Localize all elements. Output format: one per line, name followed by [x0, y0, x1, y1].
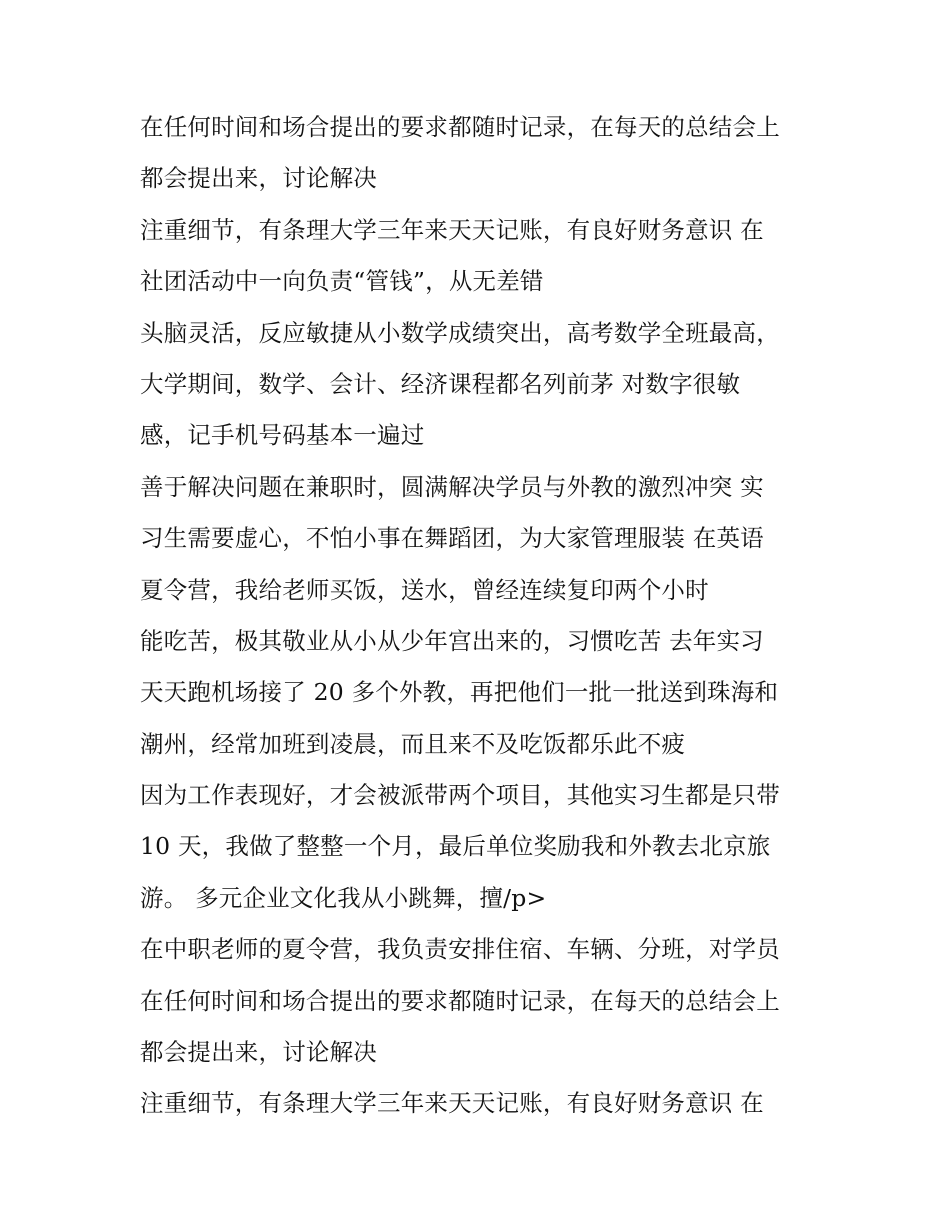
text-line-10: 夏令营，我给老师买饭，送水，曾经连续复印两个小时 [140, 575, 709, 604]
text-line-14: 因为工作表现好，才会被派带两个项目，其他实习生都是只带 [140, 781, 780, 810]
document-body [140, 108, 840, 1136]
text-line-2: 都会提出来，讨论解决 [140, 164, 377, 193]
text-line-6: 大学期间，数学、会计、经济课程都名列前茅 对数字很敏 [140, 369, 741, 398]
text-line-15: 10 天，我做了整整一个月，最后单位奖励我和外教去北京旅 [140, 832, 771, 861]
text-line-3: 注重细节，有条理大学三年来天天记账，有良好财务意识 在 [140, 215, 764, 244]
text-line-1: 在任何时间和场合提出的要求都随时记录，在每天的总结会上 [140, 113, 780, 141]
text-line-20: 注重细节，有条理大学三年来天天记账，有良好财务意识 在 [140, 1089, 764, 1118]
text-line-13: 潮州，经常加班到凌晨，而且来不及吃饭都乐此不疲 [140, 729, 686, 758]
text-line-7: 感，记手机号码基本一遍过 [140, 421, 425, 450]
text-line-4: 社团活动中一向负责“管钱”，从无差错 [140, 267, 544, 296]
text-line-9: 习生需要虚心，不怕小事在舞蹈团，为大家管理服装 在英语 [140, 524, 764, 553]
text-line-5: 头脑灵活，反应敏捷从小数学成绩突出，高考数学全班最高， [140, 318, 780, 347]
text-line-8: 善于解决问题在兼职时，圆满解决学员与外教的激烈冲突 实 [140, 472, 764, 501]
text-line-16: 游。 多元企业文化我从小跳舞，擅/p> [140, 883, 547, 912]
text-line-12: 天天跑机场接了 20 多个外教，再把他们一批一批送到珠海和 [140, 678, 779, 707]
text-line-17: 在中职老师的夏令营，我负责安排住宿、车辆、分班，对学员 [140, 935, 780, 964]
text-line-18: 在任何时间和场合提出的要求都随时记录，在每天的总结会上 [140, 986, 780, 1015]
text-line-19: 都会提出来，讨论解决 [140, 1038, 377, 1067]
text-line-11: 能吃苦，极其敬业从小从少年宫出来的，习惯吃苦 去年实习 [140, 626, 764, 655]
